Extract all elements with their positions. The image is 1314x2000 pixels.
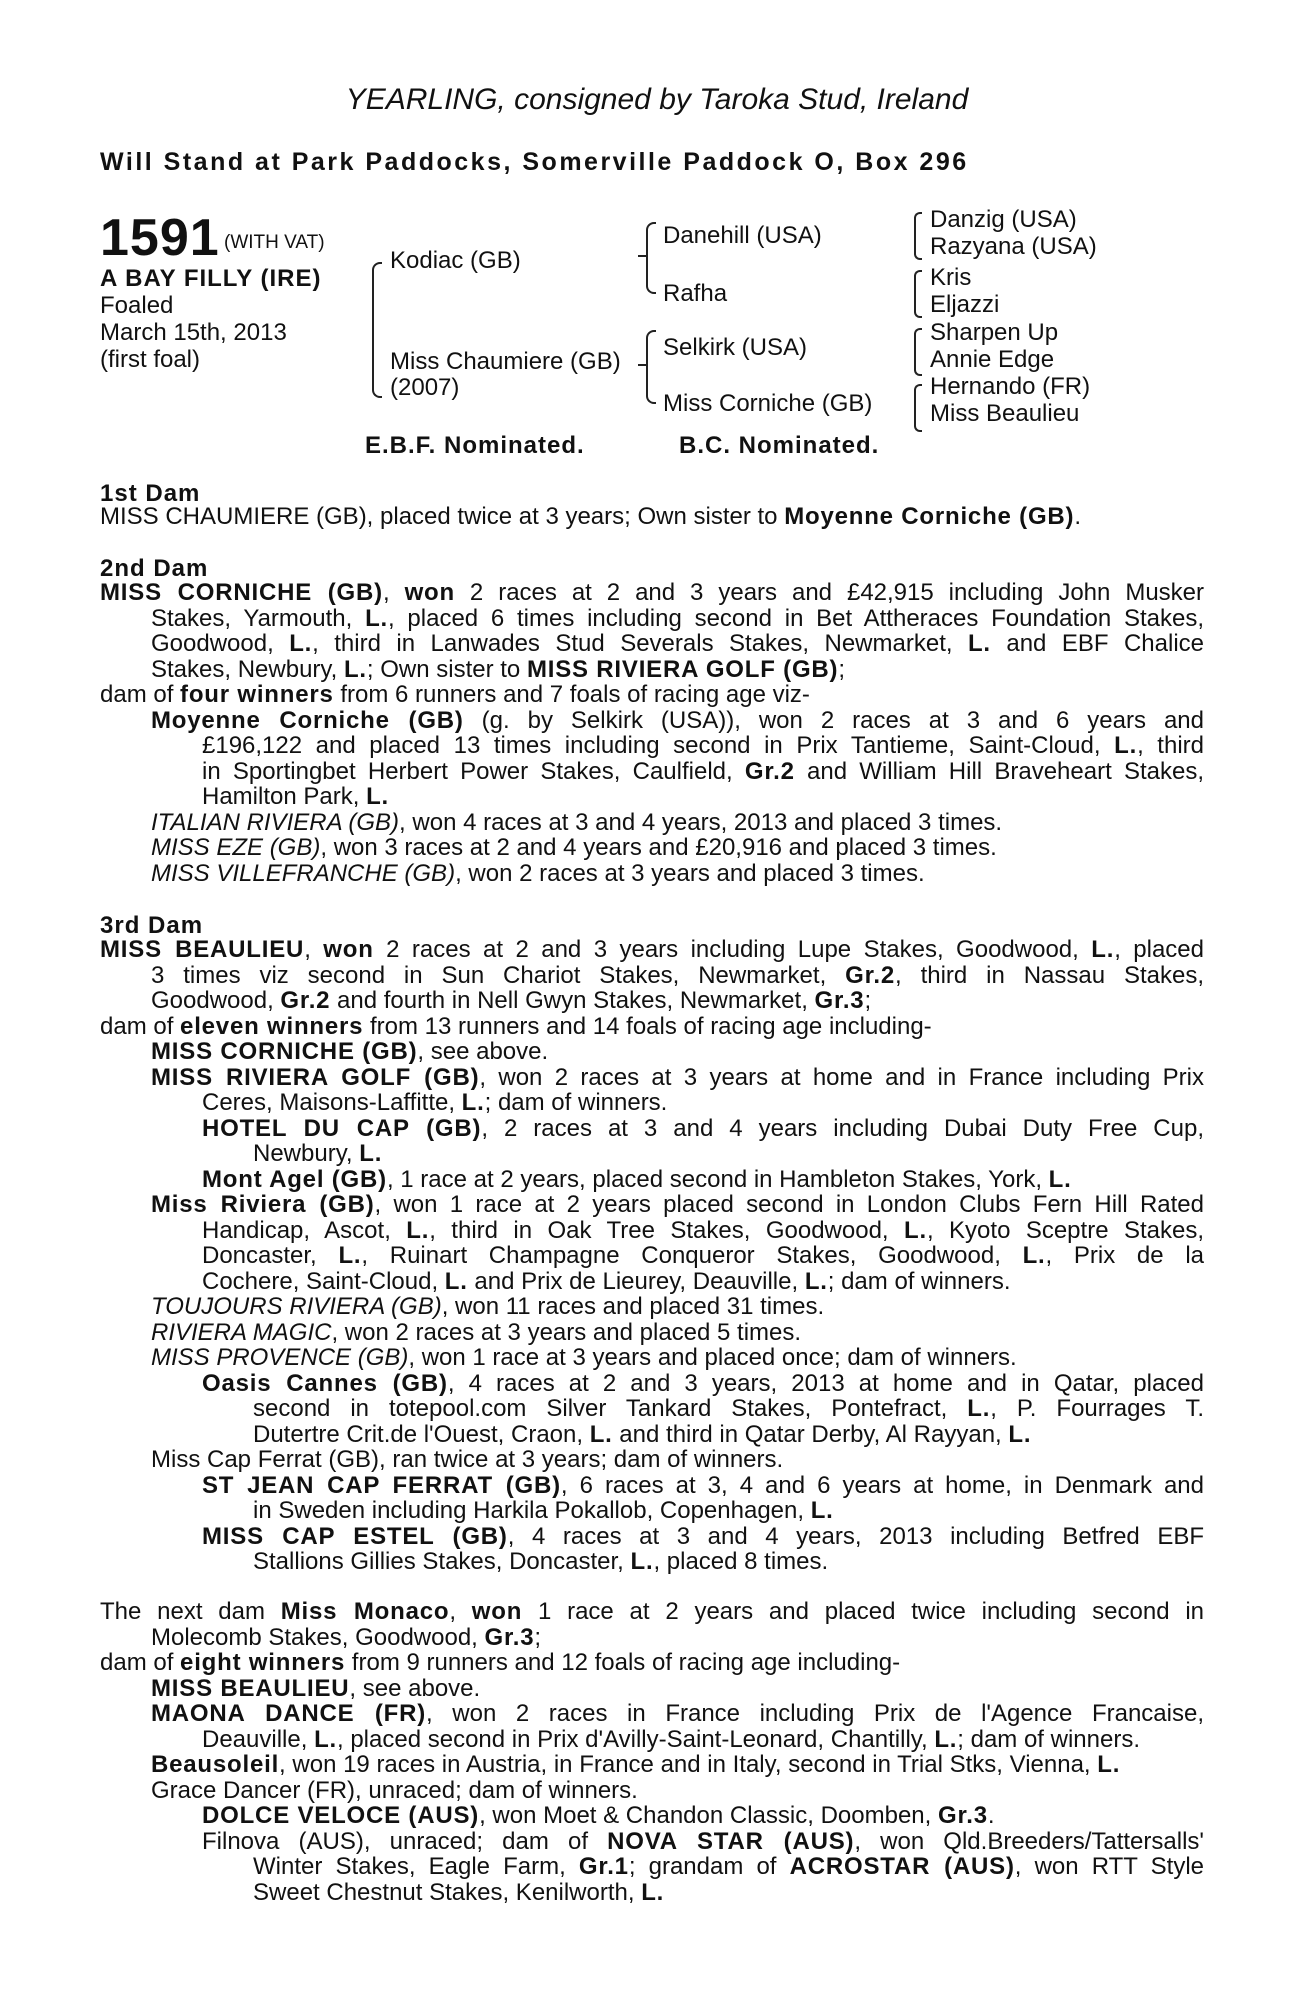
text-line bbox=[100, 580, 1204, 606]
first-dam-desc: MISS CHAUMIERE (GB), placed twice at 3 years; Own sister to bbox=[100, 503, 785, 530]
t: , won 4 races at 3 and 4 years, 2013 and placed 3 times. bbox=[399, 808, 1003, 836]
t: Beausoleil bbox=[151, 1751, 280, 1778]
t: ; bbox=[838, 655, 846, 683]
t: ; dam of winners. bbox=[957, 1725, 1141, 1753]
t: , bbox=[304, 936, 324, 963]
lot-number: 1591 bbox=[100, 209, 220, 267]
t: Goodwood, bbox=[151, 987, 281, 1014]
t: NOVA STAR (AUS) bbox=[607, 1827, 855, 1855]
text-line bbox=[100, 810, 1204, 836]
t: Gr.3 bbox=[814, 987, 865, 1014]
text-line bbox=[100, 606, 1204, 632]
text-line bbox=[100, 682, 1204, 708]
t: L. bbox=[641, 1878, 665, 1906]
t: RIVIERA MAGIC bbox=[151, 1318, 332, 1346]
t: MISS BEAULIEU bbox=[100, 936, 305, 963]
t: , won Qld.Breeders/Tattersalls' bbox=[854, 1827, 1204, 1855]
t: L. bbox=[343, 655, 367, 683]
t: ; bbox=[864, 987, 872, 1014]
t: 1 race at 2 years and placed twice including second in bbox=[522, 1598, 1205, 1625]
t: MISS RIVIERA GOLF (GB) bbox=[151, 1063, 480, 1091]
text-line bbox=[100, 1498, 1204, 1524]
text-line bbox=[100, 708, 1204, 734]
t: , placed second in Prix d'Avilly-Saint-Leonard, Chantilly, bbox=[337, 1725, 935, 1753]
t: L. bbox=[444, 1267, 468, 1295]
t: Stakes, Yarmouth, bbox=[151, 604, 366, 632]
t: and William Hill Braveheart Stakes, bbox=[794, 757, 1205, 785]
text-line bbox=[100, 1192, 1204, 1218]
t: L. bbox=[904, 1216, 927, 1244]
t: , won 19 races in Austria, in France and in Italy, second in Trial Stks, Vienna, bbox=[279, 1751, 1098, 1778]
t: L. bbox=[967, 1395, 991, 1422]
t: L. bbox=[366, 783, 389, 810]
text-line bbox=[100, 784, 1204, 810]
t: , won 2 races at 3 years at home and in France including Prix bbox=[479, 1063, 1204, 1091]
t: MISS CAP ESTEL (GB) bbox=[202, 1522, 508, 1550]
t: Gr.1 bbox=[578, 1853, 629, 1880]
t: L. bbox=[289, 630, 313, 657]
ancestor-danzig: Danzig (USA) bbox=[930, 206, 1077, 233]
horse-name: A BAY FILLY (IRE) bbox=[100, 265, 322, 292]
text-line bbox=[100, 759, 1204, 785]
text-line bbox=[100, 1294, 1204, 1320]
foaled-date: March 15th, 2013 bbox=[100, 319, 287, 346]
text-line bbox=[100, 1752, 1204, 1778]
t: ; Own sister to bbox=[366, 655, 527, 683]
text-line bbox=[100, 937, 1204, 963]
t: in Sportingbet Herbert Power Stakes, Caulfield, bbox=[202, 757, 745, 785]
text-line bbox=[100, 1524, 1204, 1550]
punct: . bbox=[1074, 503, 1082, 530]
t: Gr.3 bbox=[484, 1623, 535, 1651]
first-dam-text bbox=[100, 504, 1204, 530]
t: Stallions Gillies Stakes, Doncaster, bbox=[253, 1548, 631, 1575]
t: , see above. bbox=[349, 1674, 481, 1702]
t: Doncaster, bbox=[202, 1242, 339, 1269]
t: Molecomb Stakes, Goodwood, bbox=[151, 1623, 485, 1651]
text-line bbox=[100, 1167, 1204, 1193]
text-line bbox=[100, 1447, 1204, 1473]
text-line bbox=[100, 1218, 1204, 1244]
second-dam-heading: 2nd Dam bbox=[100, 555, 209, 582]
t: L. bbox=[804, 1267, 828, 1295]
t: MISS BEAULIEU bbox=[151, 1674, 350, 1702]
text-line bbox=[100, 835, 1204, 861]
t: from 13 runners and 14 foals of racing age including- bbox=[363, 1012, 932, 1040]
t: 2 races at 2 and 3 years including Lupe Stakes, Goodwood, bbox=[373, 936, 1092, 963]
text-line bbox=[100, 1599, 1204, 1625]
t: Ceres, Maisons-Laffitte, bbox=[202, 1089, 462, 1116]
t: , P. Fourrages T. bbox=[990, 1395, 1204, 1422]
t: , 2 races at 3 and 4 years including Dubai Duty Free Cup, bbox=[481, 1114, 1204, 1142]
t: L. bbox=[967, 630, 991, 657]
t: , placed 6 times including second in Bet Attheraces Foundation Stakes, bbox=[388, 604, 1204, 632]
t: second in totepool.com Silver Tankard Stakes, Pontefract, bbox=[253, 1395, 968, 1422]
text-line bbox=[100, 1422, 1204, 1448]
t: L. bbox=[589, 1420, 613, 1448]
text-line bbox=[100, 1090, 1204, 1116]
text-line bbox=[100, 1320, 1204, 1346]
t: dam of bbox=[100, 1012, 181, 1040]
foaled-info bbox=[100, 292, 287, 373]
t: Cochere, Saint-Cloud, bbox=[202, 1267, 445, 1295]
pedigree-brace bbox=[914, 270, 922, 318]
bc-nominated: B.C. Nominated. bbox=[679, 432, 880, 459]
t: L. bbox=[338, 1242, 362, 1269]
t: Goodwood, bbox=[151, 630, 290, 657]
t: , won 2 races in France including Prix de l'Agence Francaise, bbox=[426, 1700, 1204, 1727]
t: Deauville, bbox=[202, 1725, 315, 1753]
text-line bbox=[100, 1880, 1204, 1906]
t: TOUJOURS RIVIERA (GB) bbox=[151, 1293, 442, 1320]
t: , won 11 races and placed 31 times. bbox=[441, 1293, 825, 1320]
t: Gr.2 bbox=[280, 987, 331, 1014]
t: , placed 8 times. bbox=[653, 1548, 829, 1575]
t: , third in Oak Tree Stakes, Goodwood, bbox=[429, 1216, 905, 1244]
text-line bbox=[100, 657, 1204, 683]
t: from 6 runners and 7 foals of racing age viz- bbox=[333, 681, 810, 708]
dam-dam-name: Miss Corniche (GB) bbox=[663, 390, 873, 417]
t: MISS CORNICHE (GB) bbox=[151, 1038, 418, 1065]
t: , third bbox=[1137, 732, 1204, 759]
text-line bbox=[100, 631, 1204, 657]
first-dam-heading: 1st Dam bbox=[100, 480, 201, 507]
ancestor-hernando: Hernando (FR) bbox=[930, 373, 1091, 400]
text-line bbox=[100, 733, 1204, 759]
text-line bbox=[100, 1676, 1204, 1702]
t: Gr.2 bbox=[744, 757, 795, 785]
sire-sire-name: Danehill (USA) bbox=[663, 222, 822, 249]
t: ITALIAN RIVIERA (GB) bbox=[151, 808, 400, 836]
sire-dam-name: Rafha bbox=[663, 280, 728, 307]
pedigree-brace bbox=[914, 328, 922, 376]
t: , third in Lanwades Stud Severals Stakes, Newmarket, bbox=[312, 630, 968, 657]
t: Sweet Chestnut Stakes, Kenilworth, bbox=[253, 1878, 642, 1906]
t: Filnova (AUS), unraced; dam of bbox=[202, 1827, 608, 1855]
t: , bbox=[382, 579, 405, 606]
t: and EBF Chalice bbox=[990, 630, 1204, 657]
t: L. bbox=[365, 604, 388, 632]
t: Miss Riviera (GB) bbox=[151, 1191, 375, 1218]
t: L. bbox=[1114, 732, 1138, 759]
pedigree-brace bbox=[646, 330, 656, 404]
pedigree-brace bbox=[646, 222, 656, 294]
t: , Ruinart Champagne Conqueror Stakes, Goodwood, bbox=[361, 1242, 1023, 1269]
stand-location: Will Stand at Park Paddocks, Somerville Paddock O, Box 296 bbox=[100, 148, 969, 176]
t: (g. by Selkirk (USA)), won 2 races at 3 and 6 years and bbox=[463, 706, 1204, 734]
t: . bbox=[987, 1802, 995, 1829]
text-line bbox=[100, 861, 1204, 887]
text-line bbox=[100, 1778, 1204, 1804]
t: L. bbox=[1022, 1242, 1046, 1269]
text-line bbox=[100, 1243, 1204, 1269]
text-line bbox=[100, 1269, 1204, 1295]
t: MISS PROVENCE (GB) bbox=[151, 1344, 409, 1371]
t: L. bbox=[359, 1140, 383, 1167]
t: Miss Cap Ferrat (GB), ran twice at 3 years; dam of winners. bbox=[151, 1446, 784, 1473]
t: , won 1 race at 2 years placed second in London Clubs Fern Hill Rated bbox=[374, 1191, 1205, 1218]
ancestor-kris: Kris bbox=[930, 264, 972, 291]
t: won bbox=[323, 936, 374, 963]
text-line bbox=[100, 1396, 1204, 1422]
dam-year: (2007) bbox=[390, 374, 460, 401]
t: , won 1 race at 3 years and placed once; dam of winners. bbox=[408, 1344, 1017, 1371]
t: from 9 runners and 12 foals of racing age including- bbox=[345, 1649, 901, 1676]
text-line bbox=[100, 1727, 1204, 1753]
t: £196,122 and placed 13 times including second in Prix Tantieme, Saint-Cloud, bbox=[202, 732, 1115, 759]
t: MISS VILLEFRANCHE (GB) bbox=[151, 859, 456, 887]
t: Moyenne Corniche (GB) bbox=[151, 706, 464, 734]
t: Winter Stakes, Eagle Farm, bbox=[253, 1853, 579, 1880]
t: ; dam of winners. bbox=[827, 1267, 1011, 1295]
t: MAONA DANCE (FR) bbox=[151, 1700, 427, 1727]
dam-name: Miss Chaumiere (GB) bbox=[390, 348, 621, 375]
t: L. bbox=[1097, 1751, 1121, 1778]
catalogue-header: YEARLING, consigned by Taroka Stud, Ireland bbox=[345, 83, 969, 116]
ebf-nominated: E.B.F. Nominated. bbox=[365, 432, 585, 459]
third-dam-heading: 3rd Dam bbox=[100, 912, 204, 939]
brace-point bbox=[638, 255, 646, 257]
pedigree-brace bbox=[372, 262, 382, 398]
text-line bbox=[100, 963, 1204, 989]
first-dam-sibling: Moyenne Corniche (GB) bbox=[784, 503, 1075, 530]
t: Gr.2 bbox=[845, 961, 896, 989]
t: Gr.3 bbox=[937, 1802, 988, 1829]
t: MISS RIVIERA GOLF (GB) bbox=[526, 655, 839, 683]
text-line bbox=[100, 1141, 1204, 1167]
t: L. bbox=[1008, 1420, 1032, 1448]
ancestor-miss-beaulieu: Miss Beaulieu bbox=[930, 400, 1080, 427]
t: L. bbox=[1091, 936, 1115, 963]
t: ACROSTAR (AUS) bbox=[789, 1853, 1015, 1880]
text-line bbox=[100, 1345, 1204, 1371]
third-dam-block bbox=[100, 937, 1204, 1575]
second-dam-block bbox=[100, 580, 1204, 886]
t: and Prix de Lieurey, Deauville, bbox=[467, 1267, 805, 1295]
t: won bbox=[404, 579, 455, 606]
t: , won 3 races at 2 and 4 years and £20,916 and placed 3 times. bbox=[320, 834, 997, 861]
t: , won Moet & Chandon Classic, Doomben, bbox=[479, 1802, 938, 1829]
t: Handicap, Ascot, bbox=[202, 1216, 407, 1244]
t: , bbox=[449, 1598, 472, 1625]
t: L. bbox=[810, 1497, 834, 1524]
t: ; bbox=[534, 1623, 542, 1651]
text-line bbox=[100, 1014, 1204, 1040]
foaled-label: Foaled bbox=[100, 292, 174, 319]
ancestor-annie-edge: Annie Edge bbox=[930, 346, 1055, 373]
t: , 6 races at 3, 4 and 6 years at home, in Denmark and bbox=[560, 1471, 1204, 1499]
t: 3 times viz second in Sun Chariot Stakes, Newmarket, bbox=[151, 961, 846, 989]
t: , won 2 races at 3 years and placed 3 times. bbox=[455, 859, 925, 887]
t: 2 races at 2 and 3 years and £42,915 including John Musker bbox=[454, 579, 1205, 606]
text-line bbox=[100, 1829, 1204, 1855]
text-line bbox=[100, 1549, 1204, 1575]
t: MISS EZE (GB) bbox=[151, 834, 321, 861]
t: , Prix de la bbox=[1045, 1242, 1204, 1269]
sire-name: Kodiac (GB) bbox=[390, 247, 521, 274]
t: dam of bbox=[100, 1649, 181, 1676]
ancestor-eljazzi: Eljazzi bbox=[930, 291, 1000, 318]
t: and fourth in Nell Gwyn Stakes, Newmarket, bbox=[330, 987, 815, 1014]
pedigree-brace bbox=[914, 212, 922, 260]
t: L. bbox=[314, 1725, 337, 1753]
t: , won 2 races at 3 years and placed 5 times. bbox=[331, 1318, 802, 1346]
t: The next dam bbox=[100, 1598, 281, 1625]
t: four winners bbox=[180, 681, 334, 708]
text-line bbox=[100, 1065, 1204, 1091]
t: , 4 races at 2 and 3 years, 2013 at home and in Qatar, placed bbox=[447, 1369, 1205, 1397]
next-dam-block bbox=[100, 1599, 1204, 1905]
t: L. bbox=[461, 1089, 485, 1116]
t: Miss Monaco bbox=[280, 1598, 450, 1625]
t: , third in Nassau Stakes, bbox=[895, 961, 1204, 989]
text-line bbox=[100, 1473, 1204, 1499]
t: , Kyoto Sceptre Stakes, bbox=[926, 1216, 1204, 1244]
t: ; dam of winners. bbox=[484, 1089, 668, 1116]
text-line bbox=[100, 1625, 1204, 1651]
vat-note: (WITH VAT) bbox=[224, 232, 325, 253]
t: HOTEL DU CAP (GB) bbox=[202, 1114, 482, 1142]
t: , see above. bbox=[417, 1038, 549, 1065]
t: , 4 races at 3 and 4 years, 2013 including Betfred EBF bbox=[507, 1522, 1205, 1550]
t: in Sweden including Harkila Pokallob, Copenhagen, bbox=[253, 1497, 811, 1524]
text-line bbox=[100, 1116, 1204, 1142]
dam-sire-name: Selkirk (USA) bbox=[663, 334, 808, 361]
t: Stakes, Newbury, bbox=[151, 655, 344, 683]
text-line bbox=[100, 1803, 1204, 1829]
t: Mont Agel (GB) bbox=[202, 1165, 387, 1193]
text-line bbox=[100, 1650, 1204, 1676]
text-line bbox=[100, 1854, 1204, 1880]
t: Hamilton Park, bbox=[202, 783, 367, 810]
t: L. bbox=[630, 1548, 654, 1575]
t: L. bbox=[406, 1216, 430, 1244]
t: eight winners bbox=[180, 1649, 346, 1676]
t: ; grandam of bbox=[628, 1853, 790, 1880]
t: DOLCE VELOCE (AUS) bbox=[202, 1802, 480, 1829]
text-line bbox=[100, 1039, 1204, 1065]
t: dam of bbox=[100, 681, 181, 708]
pedigree-brace bbox=[914, 384, 922, 432]
t: won bbox=[471, 1598, 523, 1625]
brace-point bbox=[638, 364, 646, 366]
ancestor-razyana: Razyana (USA) bbox=[930, 233, 1097, 260]
first-foal-note: (first foal) bbox=[100, 346, 201, 373]
t: ST JEAN CAP FERRAT (GB) bbox=[202, 1471, 561, 1499]
t: Dutertre Crit.de l'Ouest, Craon, bbox=[253, 1420, 590, 1448]
t: , won RTT Style bbox=[1014, 1853, 1204, 1880]
t: eleven winners bbox=[180, 1012, 364, 1040]
dam-name: MISS CORNICHE (GB) bbox=[100, 579, 383, 606]
t: Oasis Cannes (GB) bbox=[202, 1369, 448, 1397]
ancestor-sharpen-up: Sharpen Up bbox=[930, 319, 1059, 346]
text-line bbox=[100, 988, 1204, 1014]
t: , placed bbox=[1114, 936, 1205, 963]
text-line bbox=[100, 1371, 1204, 1397]
t: Newbury, bbox=[253, 1140, 360, 1167]
text-line bbox=[100, 1701, 1204, 1727]
t: L. bbox=[1048, 1165, 1072, 1193]
t: and third in Qatar Derby, Al Rayyan, bbox=[612, 1420, 1009, 1448]
t: Grace Dancer (FR), unraced; dam of winners. bbox=[151, 1776, 638, 1804]
t: , 1 race at 2 years, placed second in Hambleton Stakes, York, bbox=[386, 1165, 1049, 1193]
t: L. bbox=[934, 1725, 958, 1753]
